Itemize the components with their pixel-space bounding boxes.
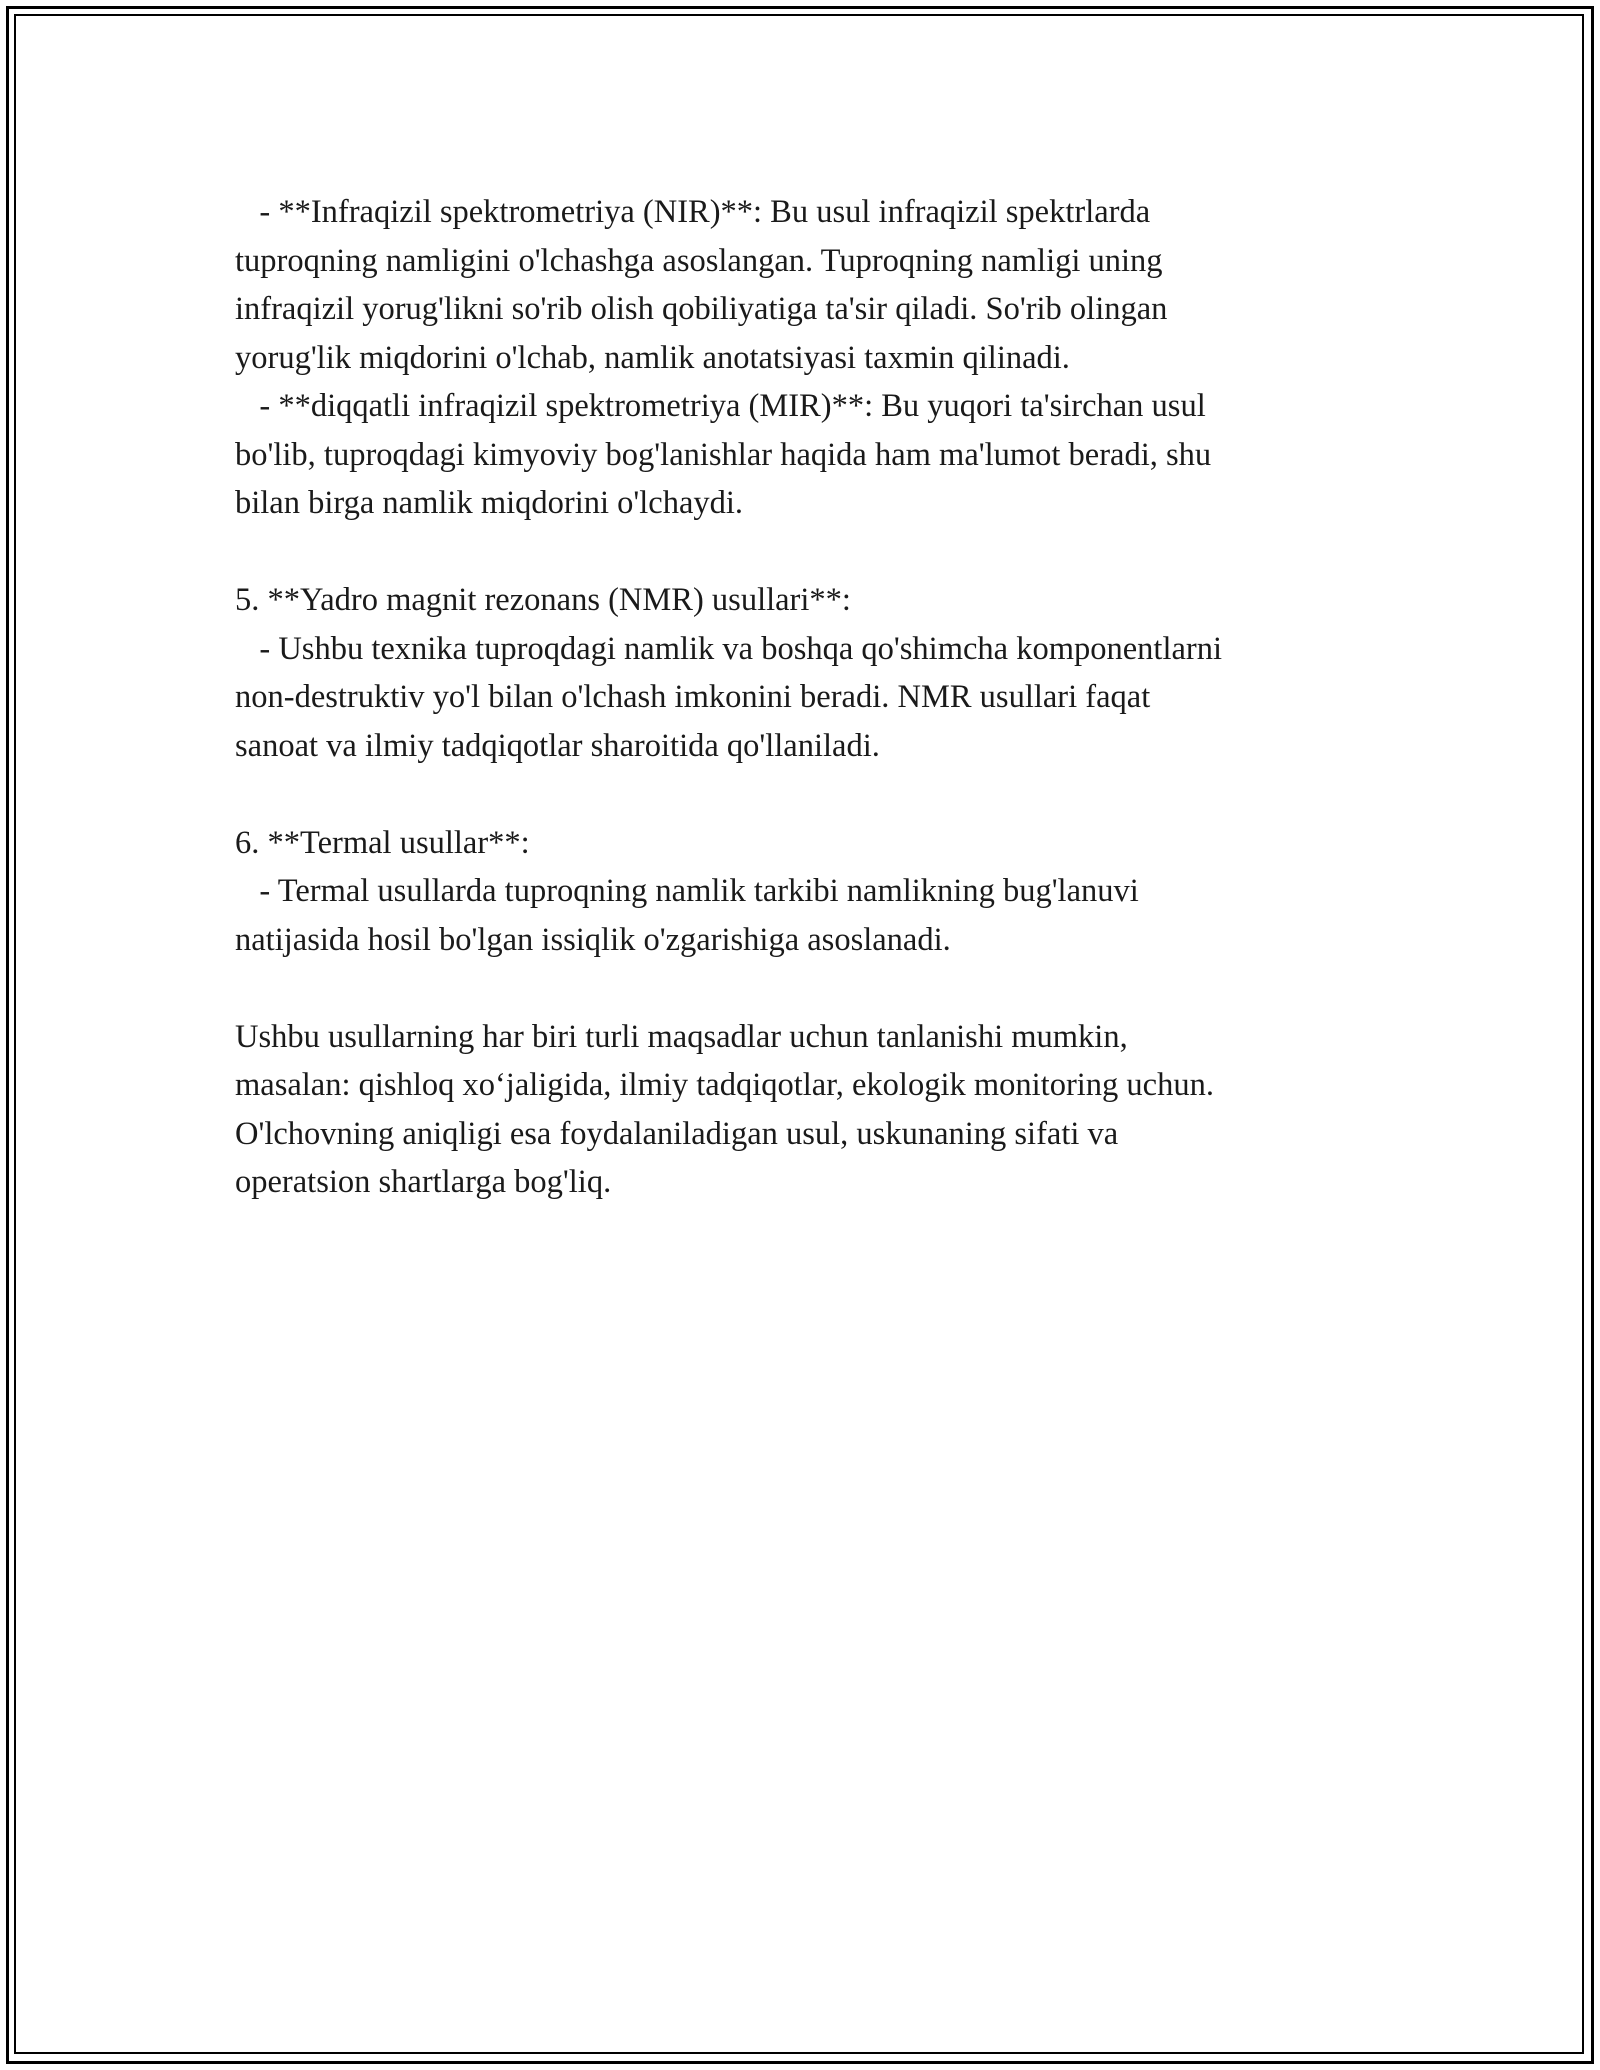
text-line: infraqizil yorug'likni so'rib olish qobiliyatiga ta'sir qiladi. So'rib olingan [235, 291, 1168, 327]
blank-line [235, 528, 1415, 577]
document-body [235, 188, 1415, 1207]
text-line: non-destruktiv yo'l bilan o'lchash imkonini beradi. NMR usullari faqat [235, 679, 1151, 715]
text-line: - **Infraqizil spektrometriya (NIR)**: Bu usul infraqizil spektrlarda [235, 194, 1151, 230]
text-line: operatsion shartlarga bog'liq. [235, 1164, 612, 1200]
text-line: - Ushbu texnika tuproqdagi namlik va boshqa qo'shimcha komponentlarni [235, 630, 1222, 667]
text-line: bilan birga namlik miqdorini o'lchaydi. [235, 485, 744, 521]
section-heading: 6. **Termal usullar**: [235, 824, 530, 861]
text-line: masalan: qishloq xo‘jaligida, ilmiy tadqiqotlar, ekologik monitoring uchun. [235, 1067, 1214, 1103]
text-line: - Termal usullarda tuproqning namlik tarkibi namlikning bug'lanuvi [235, 873, 1139, 909]
blank-line [235, 770, 1415, 819]
text-line: tuproqning namligini o'lchashga asoslangan. Tuproqning namligi uning [235, 242, 1163, 279]
text-line: natijasida hosil bo'lgan issiqlik o'zgarishiga asoslanadi. [235, 921, 951, 958]
text-line: bo'lib, tuproqdagi kimyoviy bog'lanishlar haqida ham ma'lumot beradi, shu [235, 436, 1212, 473]
text-line: sanoat va ilmiy tadqiqotlar sharoitida qo'llaniladi. [235, 727, 880, 764]
blank-line [235, 964, 1415, 1013]
text-line: - **diqqatli infraqizil spektrometriya (MIR)**: Bu yuqori ta'sirchan usul [235, 388, 1206, 424]
text-line: yorug'lik miqdorini o'lchab, namlik anotatsiyasi taxmin qilinadi. [235, 339, 1070, 376]
text-line: O'lchovning aniqligi esa foydalaniladigan usul, uskunaning sifati va [235, 1115, 1119, 1152]
text-line: Ushbu usullarning har biri turli maqsadlar uchun tanlanishi mumkin, [235, 1018, 1128, 1055]
section-heading: 5. **Yadro magnit rezonans (NMR) usullari**: [235, 582, 851, 618]
